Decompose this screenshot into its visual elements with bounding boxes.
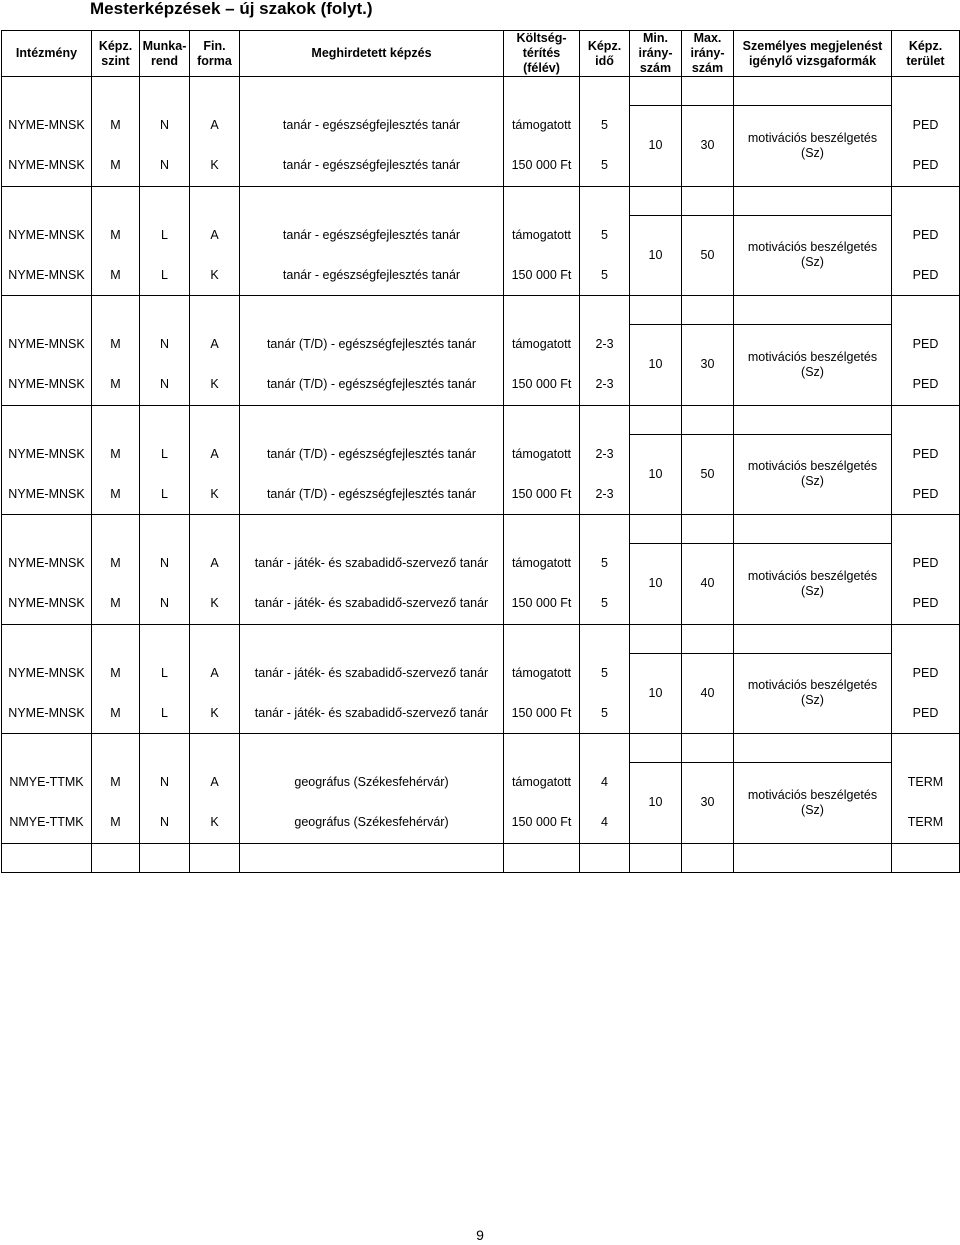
empty-cell xyxy=(580,515,630,544)
cell-max: 40 xyxy=(682,653,734,734)
cell-kepz-ido: 5 xyxy=(580,653,630,693)
empty-cell xyxy=(92,843,140,872)
cell-cost: 150 000 Ft xyxy=(504,474,580,515)
cell-course: tanár - egészségfejlesztés tanár xyxy=(240,106,504,146)
cell-kepz-ido: 5 xyxy=(580,215,630,255)
cell-kepz-ido: 5 xyxy=(580,146,630,187)
empty-cell xyxy=(630,296,682,325)
empty-cell xyxy=(630,515,682,544)
cell-cost: 150 000 Ft xyxy=(504,693,580,734)
header-min: Min. irány-szám xyxy=(630,31,682,77)
cell-kepz-szint: M xyxy=(92,693,140,734)
cell-fin-forma: K xyxy=(190,803,240,844)
cell-kepz-szint: M xyxy=(92,584,140,625)
cell-min: 10 xyxy=(630,215,682,296)
empty-cell xyxy=(892,843,960,872)
empty-cell xyxy=(734,405,892,434)
cell-fin-forma: K xyxy=(190,365,240,406)
cell-min: 10 xyxy=(630,763,682,844)
empty-cell xyxy=(2,405,92,434)
empty-cell xyxy=(92,734,140,763)
cell-munkarend: L xyxy=(140,653,190,693)
cell-kepz-szint: M xyxy=(92,434,140,474)
cell-kepz-szint: M xyxy=(92,803,140,844)
empty-cell xyxy=(682,186,734,215)
empty-cell xyxy=(240,624,504,653)
spacer-row xyxy=(2,77,960,106)
header-meghirdetett: Meghirdetett képzés xyxy=(240,31,504,77)
cell-terulet: PED xyxy=(892,544,960,584)
empty-cell xyxy=(892,405,960,434)
cell-intezmeny: NYME-MNSK xyxy=(2,146,92,187)
empty-cell xyxy=(892,624,960,653)
empty-cell xyxy=(2,77,92,106)
table-row xyxy=(2,325,960,365)
table-row xyxy=(2,215,960,255)
empty-cell xyxy=(140,405,190,434)
empty-cell xyxy=(92,77,140,106)
cell-munkarend: L xyxy=(140,693,190,734)
empty-cell xyxy=(682,515,734,544)
empty-cell xyxy=(580,734,630,763)
empty-cell xyxy=(140,843,190,872)
header-kepz-ido: Képz. idő xyxy=(580,31,630,77)
empty-cell xyxy=(190,515,240,544)
cell-munkarend: N xyxy=(140,763,190,803)
cell-fin-forma: A xyxy=(190,763,240,803)
cell-kepz-szint: M xyxy=(92,544,140,584)
empty-cell xyxy=(240,77,504,106)
cell-kepz-ido: 5 xyxy=(580,544,630,584)
empty-cell xyxy=(630,186,682,215)
empty-cell xyxy=(580,296,630,325)
cell-kepz-szint: M xyxy=(92,325,140,365)
empty-cell xyxy=(92,624,140,653)
cell-munkarend: N xyxy=(140,146,190,187)
empty-cell xyxy=(190,77,240,106)
cell-exam: motivációs beszélgetés (Sz) xyxy=(734,106,892,187)
empty-cell xyxy=(630,624,682,653)
cell-fin-forma: A xyxy=(190,106,240,146)
cell-kepz-ido: 2-3 xyxy=(580,474,630,515)
cell-intezmeny: NMYE-TTMK xyxy=(2,803,92,844)
cell-course: tanár (T/D) - egészségfejlesztés tanár xyxy=(240,434,504,474)
cell-min: 10 xyxy=(630,653,682,734)
cell-course: tanár - egészségfejlesztés tanár xyxy=(240,255,504,296)
spacer-row xyxy=(2,405,960,434)
cell-exam: motivációs beszélgetés (Sz) xyxy=(734,434,892,515)
empty-cell xyxy=(734,624,892,653)
cell-munkarend: N xyxy=(140,325,190,365)
cell-kepz-ido: 4 xyxy=(580,763,630,803)
page-number: 9 xyxy=(476,1227,484,1243)
empty-cell xyxy=(892,77,960,106)
header-munkarend: Munka-rend xyxy=(140,31,190,77)
spacer-row xyxy=(2,186,960,215)
empty-cell xyxy=(734,734,892,763)
spacer-row xyxy=(2,515,960,544)
cell-kepz-szint: M xyxy=(92,653,140,693)
cell-kepz-szint: M xyxy=(92,146,140,187)
cell-kepz-szint: M xyxy=(92,215,140,255)
empty-cell xyxy=(92,296,140,325)
spacer-row xyxy=(2,734,960,763)
cell-kepz-ido: 2-3 xyxy=(580,325,630,365)
empty-cell xyxy=(2,734,92,763)
empty-cell xyxy=(504,843,580,872)
cell-max: 50 xyxy=(682,215,734,296)
empty-cell xyxy=(682,405,734,434)
cell-fin-forma: K xyxy=(190,255,240,296)
cell-course: tanár - egészségfejlesztés tanár xyxy=(240,146,504,187)
cell-max: 50 xyxy=(682,434,734,515)
cell-terulet: TERM xyxy=(892,803,960,844)
cell-fin-forma: A xyxy=(190,434,240,474)
cell-min: 10 xyxy=(630,106,682,187)
table-body xyxy=(2,77,960,873)
cell-kepz-szint: M xyxy=(92,106,140,146)
cell-munkarend: L xyxy=(140,434,190,474)
header-max: Max. irány-szám xyxy=(682,31,734,77)
table-row xyxy=(2,763,960,803)
cell-fin-forma: A xyxy=(190,325,240,365)
empty-cell xyxy=(734,77,892,106)
cell-kepz-ido: 5 xyxy=(580,693,630,734)
empty-cell xyxy=(504,734,580,763)
cell-max: 30 xyxy=(682,763,734,844)
empty-cell xyxy=(630,843,682,872)
table-row xyxy=(2,544,960,584)
cell-cost: támogatott xyxy=(504,325,580,365)
header-terulet: Képz. terület xyxy=(892,31,960,77)
spacer-row xyxy=(2,624,960,653)
cell-kepz-ido: 5 xyxy=(580,584,630,625)
empty-cell xyxy=(140,77,190,106)
course-table xyxy=(1,30,960,873)
empty-cell xyxy=(682,296,734,325)
empty-cell xyxy=(140,515,190,544)
cell-course: tanár (T/D) - egészségfejlesztés tanár xyxy=(240,365,504,406)
cell-exam: motivációs beszélgetés (Sz) xyxy=(734,215,892,296)
empty-cell xyxy=(140,186,190,215)
empty-cell xyxy=(190,843,240,872)
cell-cost: támogatott xyxy=(504,544,580,584)
empty-cell xyxy=(630,734,682,763)
spacer-row xyxy=(2,296,960,325)
cell-munkarend: N xyxy=(140,365,190,406)
cell-kepz-ido: 2-3 xyxy=(580,365,630,406)
cell-intezmeny: NYME-MNSK xyxy=(2,544,92,584)
cell-kepz-szint: M xyxy=(92,365,140,406)
cell-intezmeny: NYME-MNSK xyxy=(2,365,92,406)
cell-fin-forma: A xyxy=(190,215,240,255)
cell-intezmeny: NYME-MNSK xyxy=(2,106,92,146)
cell-course: geográfus (Székesfehérvár) xyxy=(240,803,504,844)
cell-fin-forma: K xyxy=(190,584,240,625)
empty-cell xyxy=(240,734,504,763)
cell-kepz-szint: M xyxy=(92,474,140,515)
cell-kepz-ido: 5 xyxy=(580,255,630,296)
empty-cell xyxy=(892,186,960,215)
empty-cell xyxy=(240,296,504,325)
cell-cost: támogatott xyxy=(504,215,580,255)
cell-min: 10 xyxy=(630,325,682,406)
cell-cost: 150 000 Ft xyxy=(504,365,580,406)
empty-cell xyxy=(892,515,960,544)
cell-terulet: PED xyxy=(892,325,960,365)
empty-cell xyxy=(682,624,734,653)
empty-cell xyxy=(2,186,92,215)
cell-cost: 150 000 Ft xyxy=(504,146,580,187)
cell-intezmeny: NYME-MNSK xyxy=(2,215,92,255)
cell-terulet: PED xyxy=(892,474,960,515)
cell-fin-forma: A xyxy=(190,653,240,693)
cell-course: tanár - játék- és szabadidő-szervező tanár xyxy=(240,584,504,625)
empty-cell xyxy=(734,186,892,215)
empty-cell xyxy=(580,405,630,434)
cell-terulet: PED xyxy=(892,106,960,146)
empty-cell xyxy=(892,734,960,763)
header-koltsegterites: Költség-térítés (félév) xyxy=(504,31,580,77)
cell-fin-forma: K xyxy=(190,693,240,734)
empty-cell xyxy=(504,77,580,106)
cell-min: 10 xyxy=(630,544,682,625)
empty-cell xyxy=(504,405,580,434)
cell-terulet: PED xyxy=(892,434,960,474)
cell-cost: támogatott xyxy=(504,763,580,803)
empty-cell xyxy=(682,77,734,106)
cell-intezmeny: NYME-MNSK xyxy=(2,693,92,734)
cell-cost: támogatott xyxy=(504,106,580,146)
cell-intezmeny: NMYE-TTMK xyxy=(2,763,92,803)
cell-munkarend: N xyxy=(140,803,190,844)
spacer-row xyxy=(2,843,960,872)
cell-course: tanár - játék- és szabadidő-szervező tanár xyxy=(240,693,504,734)
cell-munkarend: L xyxy=(140,255,190,296)
cell-kepz-ido: 5 xyxy=(580,106,630,146)
page-title: Mesterképzések – új szakok (folyt.) xyxy=(90,0,373,18)
header-fin-forma: Fin. forma xyxy=(190,31,240,77)
empty-cell xyxy=(190,624,240,653)
empty-cell xyxy=(140,296,190,325)
cell-munkarend: N xyxy=(140,544,190,584)
cell-munkarend: L xyxy=(140,215,190,255)
cell-cost: 150 000 Ft xyxy=(504,803,580,844)
cell-intezmeny: NYME-MNSK xyxy=(2,474,92,515)
empty-cell xyxy=(240,405,504,434)
cell-kepz-szint: M xyxy=(92,763,140,803)
cell-course: tanár (T/D) - egészségfejlesztés tanár xyxy=(240,325,504,365)
empty-cell xyxy=(2,296,92,325)
empty-cell xyxy=(240,515,504,544)
cell-min: 10 xyxy=(630,434,682,515)
empty-cell xyxy=(190,734,240,763)
empty-cell xyxy=(734,515,892,544)
empty-cell xyxy=(580,186,630,215)
cell-munkarend: N xyxy=(140,106,190,146)
empty-cell xyxy=(630,77,682,106)
cell-course: tanár - játék- és szabadidő-szervező tanár xyxy=(240,653,504,693)
cell-course: tanár (T/D) - egészségfejlesztés tanár xyxy=(240,474,504,515)
empty-cell xyxy=(92,515,140,544)
cell-terulet: PED xyxy=(892,584,960,625)
empty-cell xyxy=(92,405,140,434)
cell-intezmeny: NYME-MNSK xyxy=(2,653,92,693)
empty-cell xyxy=(2,843,92,872)
cell-cost: támogatott xyxy=(504,434,580,474)
cell-intezmeny: NYME-MNSK xyxy=(2,434,92,474)
empty-cell xyxy=(240,843,504,872)
empty-cell xyxy=(892,296,960,325)
header-row xyxy=(2,31,960,77)
cell-course: geográfus (Székesfehérvár) xyxy=(240,763,504,803)
empty-cell xyxy=(504,186,580,215)
cell-exam: motivációs beszélgetés (Sz) xyxy=(734,763,892,844)
empty-cell xyxy=(580,624,630,653)
cell-exam: motivációs beszélgetés (Sz) xyxy=(734,325,892,406)
empty-cell xyxy=(580,843,630,872)
cell-intezmeny: NYME-MNSK xyxy=(2,584,92,625)
cell-exam: motivációs beszélgetés (Sz) xyxy=(734,544,892,625)
empty-cell xyxy=(190,296,240,325)
empty-cell xyxy=(140,734,190,763)
empty-cell xyxy=(580,77,630,106)
cell-cost: 150 000 Ft xyxy=(504,584,580,625)
table-row xyxy=(2,653,960,693)
cell-munkarend: L xyxy=(140,474,190,515)
cell-terulet: PED xyxy=(892,365,960,406)
header-kepz-szint: Képz. szint xyxy=(92,31,140,77)
cell-max: 30 xyxy=(682,325,734,406)
cell-max: 30 xyxy=(682,106,734,187)
empty-cell xyxy=(2,515,92,544)
cell-terulet: PED xyxy=(892,255,960,296)
cell-fin-forma: K xyxy=(190,146,240,187)
header-intezmeny: Intézmény xyxy=(2,31,92,77)
cell-intezmeny: NYME-MNSK xyxy=(2,325,92,365)
empty-cell xyxy=(190,186,240,215)
cell-fin-forma: K xyxy=(190,474,240,515)
empty-cell xyxy=(734,843,892,872)
cell-kepz-szint: M xyxy=(92,255,140,296)
empty-cell xyxy=(682,843,734,872)
cell-terulet: PED xyxy=(892,653,960,693)
empty-cell xyxy=(630,405,682,434)
cell-course: tanár - egészségfejlesztés tanár xyxy=(240,215,504,255)
cell-intezmeny: NYME-MNSK xyxy=(2,255,92,296)
empty-cell xyxy=(2,624,92,653)
empty-cell xyxy=(734,296,892,325)
empty-cell xyxy=(140,624,190,653)
empty-cell xyxy=(504,624,580,653)
empty-cell xyxy=(504,296,580,325)
cell-munkarend: N xyxy=(140,584,190,625)
cell-terulet: TERM xyxy=(892,763,960,803)
empty-cell xyxy=(682,734,734,763)
cell-kepz-ido: 4 xyxy=(580,803,630,844)
cell-exam: motivációs beszélgetés (Sz) xyxy=(734,653,892,734)
header-szemelyes: Személyes megjelenést igénylő vizsgaformák xyxy=(734,31,892,77)
cell-cost: támogatott xyxy=(504,653,580,693)
cell-kepz-ido: 2-3 xyxy=(580,434,630,474)
cell-cost: 150 000 Ft xyxy=(504,255,580,296)
empty-cell xyxy=(240,186,504,215)
empty-cell xyxy=(190,405,240,434)
cell-max: 40 xyxy=(682,544,734,625)
empty-cell xyxy=(92,186,140,215)
cell-terulet: PED xyxy=(892,215,960,255)
empty-cell xyxy=(504,515,580,544)
table-row xyxy=(2,106,960,146)
cell-course: tanár - játék- és szabadidő-szervező tanár xyxy=(240,544,504,584)
cell-terulet: PED xyxy=(892,146,960,187)
cell-fin-forma: A xyxy=(190,544,240,584)
table-row xyxy=(2,434,960,474)
cell-terulet: PED xyxy=(892,693,960,734)
